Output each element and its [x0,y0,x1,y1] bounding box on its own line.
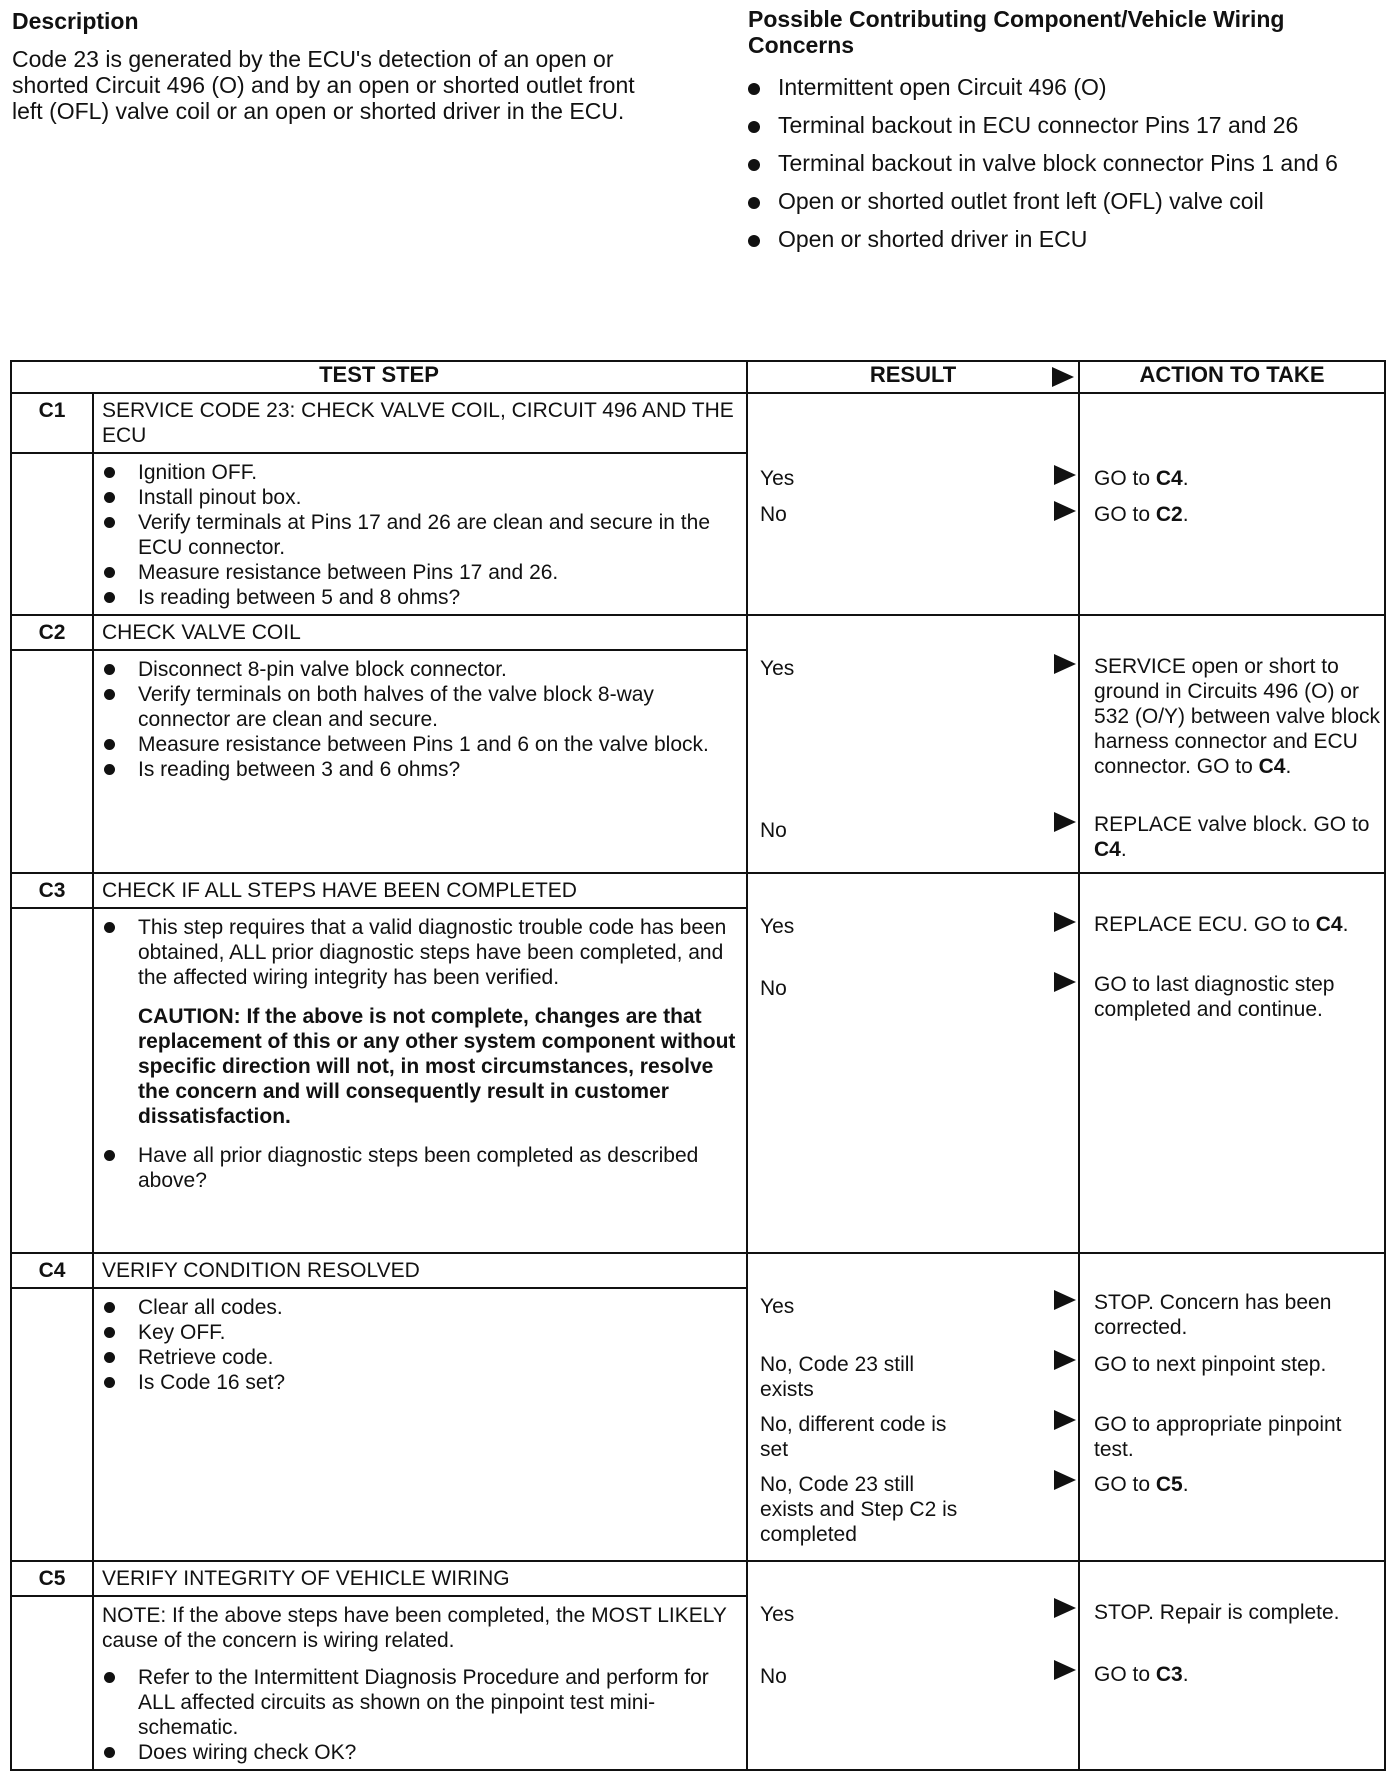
step-body [93,453,747,615]
bullet-icon [104,922,115,933]
list-item: Clear all codes. [102,1295,738,1320]
list-item: Measure resistance between Pins 17 and 26. [102,560,738,585]
list-item: Does wiring check OK? [102,1740,738,1765]
result-label: No [760,819,787,842]
step-title-row [11,1253,1385,1288]
list-item: Measure resistance between Pins 1 and 6 on the valve block. [102,732,738,757]
bullet-icon [104,517,115,528]
bullet-icon [748,121,760,133]
list-item: This step requires that a valid diagnostic trouble code has been obtained, ALL prior diagnostic steps have been completed, and the affected wiring integrity has been verified. [102,915,738,990]
bullet-icon [104,467,115,478]
step-actions [1079,1561,1385,1770]
arrow-right-icon [1054,972,1076,992]
pinpoint-test-table [10,360,1386,1771]
description-text: Code 23 is generated by the ECU's detection of an open or shorted Circuit 496 (O) and by an open or shorted outlet front left (OFL) valve coil or an open or shorted driver in the ECU. [12,46,635,124]
concern-item: Intermittent open Circuit 496 (O) [748,74,1388,101]
action-text: GO to C5. [1094,1473,1189,1496]
arrow-right-icon [1054,501,1076,521]
step-title-row [11,873,1385,908]
result-label: Yes [760,1295,795,1318]
arrow-right-icon [1054,812,1076,832]
bullet-icon [104,492,115,503]
action-text: SERVICE open or short to ground in Circuits 496 (O) or 532 (O/Y) between valve block harness connector and ECU connector. GO to C4. [1094,655,1380,778]
action-text: REPLACE valve block. GO to C4. [1094,813,1370,861]
step-title: VERIFY CONDITION RESOLVED [93,1253,747,1288]
bullet-icon [104,1672,115,1683]
bullet-icon [104,764,115,775]
arrow-right-icon [1054,1660,1076,1680]
step-results [747,393,1079,615]
bullet-icon [748,159,760,171]
header-action: ACTION TO TAKE [1079,361,1385,393]
list-item: Ignition OFF. [102,460,738,485]
bullet-icon [104,689,115,700]
result-label: No, different code is set [760,1413,947,1461]
result-label: No, Code 23 still exists and Step C2 is completed [760,1473,958,1546]
step-body [93,1596,747,1770]
list-item: Disconnect 8-pin valve block connector. [102,657,738,682]
step-actions [1079,873,1385,1253]
arrow-right-icon [1054,654,1076,674]
result-label: No [760,503,787,526]
bullet-icon [104,664,115,675]
bullet-icon [104,592,115,603]
arrow-right-icon [1054,1598,1076,1618]
step-results [747,873,1079,1253]
step-title: CHECK VALVE COIL [93,615,747,650]
result-label: Yes [760,915,795,938]
bullet-icon [104,1377,115,1388]
arrow-right-icon [1054,1290,1076,1310]
step-code: C4 [11,1253,93,1288]
result-label: No, Code 23 still exists [760,1353,915,1401]
step-body [93,650,747,873]
step-actions [1079,1253,1385,1561]
bullet-icon [104,567,115,578]
action-text: GO to C3. [1094,1663,1189,1686]
bullet-icon [748,197,760,209]
action-text: GO to C4. [1094,467,1189,490]
step-code: C3 [11,873,93,908]
result-label: No [760,977,787,1000]
concern-item: Terminal backout in ECU connector Pins 17 and 26 [748,112,1388,139]
list-item: Is reading between 3 and 6 ohms? [102,757,738,782]
concerns-block [748,6,1388,264]
action-text: REPLACE ECU. GO to C4. [1094,913,1349,936]
arrow-right-icon [1054,1410,1076,1430]
description-block [12,8,652,124]
step-title: VERIFY INTEGRITY OF VEHICLE WIRING [93,1561,747,1596]
bullet-icon [104,1352,115,1363]
arrow-right-icon [1054,465,1076,485]
list-item: Key OFF. [102,1320,738,1345]
list-item: Is Code 16 set? [102,1370,738,1395]
action-text: STOP. Repair is complete. [1094,1601,1340,1624]
step-code: C5 [11,1561,93,1596]
action-text: GO to appropriate pinpoint test. [1094,1413,1342,1461]
bullet-icon [748,235,760,247]
arrow-right-icon [1054,1470,1076,1490]
action-text: GO to last diagnostic step completed and continue. [1094,973,1335,1021]
result-label: No [760,1665,787,1688]
bullet-icon [748,83,760,95]
concern-item: Terminal backout in valve block connector Pins 1 and 6 [748,150,1388,177]
concern-item: Open or shorted outlet front left (OFL) valve coil [748,188,1388,215]
note-text: NOTE: If the above steps have been completed, the MOST LIKELY cause of the concern is wiring related. [102,1604,727,1652]
action-text: GO to next pinpoint step. [1094,1353,1327,1376]
step-title-row [11,393,1385,453]
step-code: C1 [11,393,93,453]
result-label: Yes [760,467,795,490]
step-title: CHECK IF ALL STEPS HAVE BEEN COMPLETED [93,873,747,908]
bullet-icon [104,739,115,750]
step-title-row [11,615,1385,650]
list-item: Is reading between 5 and 8 ohms? [102,585,738,610]
list-item: Verify terminals on both halves of the valve block 8-way connector are clean and secure. [102,682,738,732]
step-code: C2 [11,615,93,650]
arrow-right-icon [1054,912,1076,932]
step-results [747,1253,1079,1561]
bullet-icon [104,1747,115,1758]
description-heading: Description [12,8,139,34]
caution-text: CAUTION: If the above is not complete, changes are that replacement of this or any other system component without specific direction will not, in most circumstances, resolve the concern and will consequently result in customer dissatisfaction. [138,1005,736,1128]
list-item: Refer to the Intermittent Diagnosis Procedure and perform for ALL affected circuits as shown on the pinpoint test mini-schematic. [102,1665,738,1740]
header-test-step: TEST STEP [11,361,747,393]
result-label: Yes [760,657,795,680]
list-item: Have all prior diagnostic steps been completed as described above? [102,1143,738,1193]
list-item: Retrieve code. [102,1345,738,1370]
header-result: RESULT [747,361,1079,393]
step-title-row [11,1561,1385,1596]
result-label: Yes [760,1603,795,1626]
list-item: Install pinout box. [102,485,738,510]
step-title: SERVICE CODE 23: CHECK VALVE COIL, CIRCUIT 496 AND THE ECU [93,393,747,453]
arrow-right-icon [1054,1350,1076,1370]
action-text: STOP. Concern has been corrected. [1094,1291,1332,1339]
bullet-icon [104,1150,115,1161]
step-actions [1079,615,1385,873]
step-body [93,1288,747,1561]
bullet-icon [104,1302,115,1313]
concern-item: Open or shorted driver in ECU [748,226,1388,253]
concerns-heading: Possible Contributing Component/Vehicle Wiring Concerns [748,6,1285,58]
bullet-icon [104,1327,115,1338]
list-item: Verify terminals at Pins 17 and 26 are clean and secure in the ECU connector. [102,510,738,560]
arrow-right-icon [1052,367,1074,387]
step-results [747,1561,1079,1770]
table-header-row [11,361,1385,393]
concerns-list [748,74,1388,253]
header-section [0,0,1392,300]
action-text: GO to C2. [1094,503,1189,526]
step-results [747,615,1079,873]
step-body [93,908,747,1253]
step-actions [1079,393,1385,615]
